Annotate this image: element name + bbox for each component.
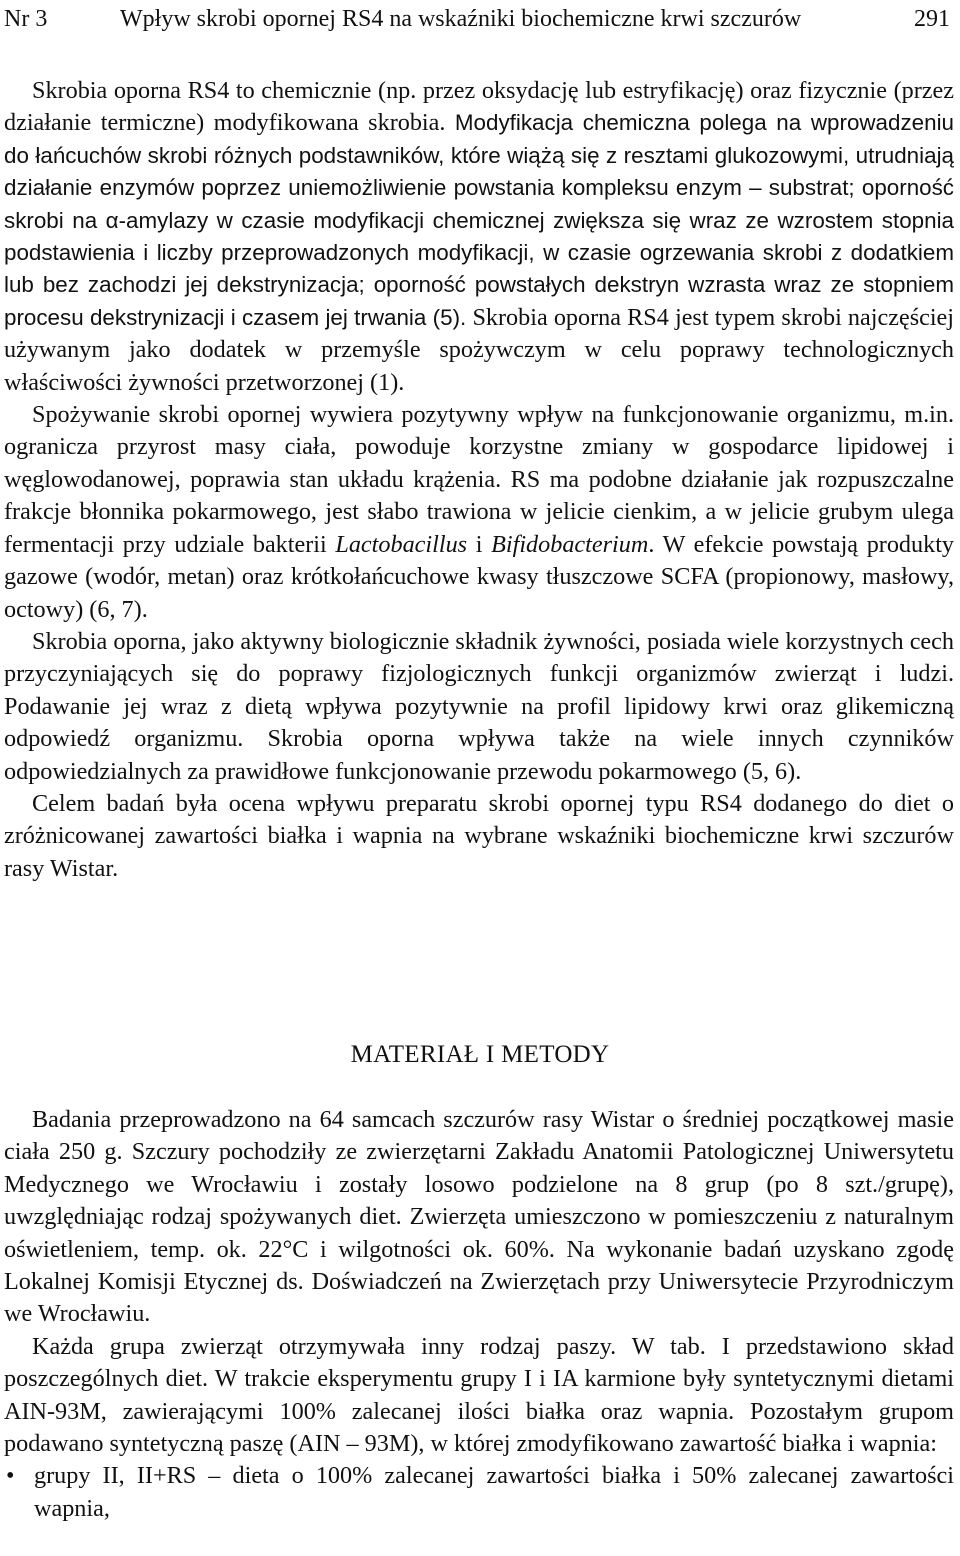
list-item	[4, 1460, 954, 1525]
paragraph	[4, 399, 954, 626]
section-heading: MATERIAŁ I METODY	[350, 1041, 610, 1068]
running-header	[4, 4, 954, 34]
paragraph: Skrobia oporna, jako aktywny biologicznie składnik żywności, posiada wiele korzystnych cech przyczyniających się do poprawy fizjologicznych funkcji organizmów zwierząt i ludzi. Podawanie jej wraz z dietą wpływa pozytywnie na profil lipidowy krwi oraz glikemiczną odpowiedź organizmu. Skrobia oporna wpływa także na wiele innych czynników odpowiedzialnych za prawidłowe funkcjonowanie przewodu pokarmowego (5, 6).	[4, 627, 954, 785]
sentence: Skrobia oporna RS4 jest typem skrobi najczęściej używanym jako dodatek w przemyśle spożywczym w celu poprawy technologicznych właściwości żywności przetworzonej (1).	[4, 303, 955, 396]
methods-section	[4, 1104, 954, 1525]
paragraph	[4, 75, 954, 399]
list-item-text: grupy II, II+RS – dieta o 100% zalecanej zawartości białka i 50% zalecanej zawartości wapnia,	[34, 1462, 954, 1522]
paragraph: Badania przeprowadzono na 64 samcach szczurów rasy Wistar o średniej początkowej masie ciała 250 g. Szczury pochodziły ze zwierzętarni Zakładu Anatomii Patologicznej Uniwersytetu Medycznego we Wrocławiu i zostały losowo podzielone na 8 grup (po 8 szt./grupę), uwzględniając rodzaj spożywanych diet. Zwierzęta umieszczono w pomieszczeniu z naturalnym oświetleniem, temp. ok. 22°C i wilgotności ok. 60%. Na wykonanie badań uzyskano zgodę Lokalnej Komisji Etycznej ds. Doświadczeń na Zwierzętach przy Uniwersytecie Przyrodniczym we Wrocławiu.	[4, 1106, 954, 1328]
introduction-section	[4, 75, 954, 885]
conjunction: i	[475, 530, 483, 558]
bullet-marker: •	[6, 1462, 15, 1490]
genus-name: Lactobacillus	[335, 530, 468, 558]
sentence: Skrobia oporna RS4 to chemicznie (np. przez oksydację lub estryfikację) oraz fizycznie (przez działanie termiczne) modyfikowana skrobia.	[4, 77, 954, 137]
sentence: . W efekcie powstają produkty gazowe (wodór, metan) oraz krótkołańcuchowe kwasy tłuszczowe SCFA (propionowy, masłowy, octowy) (6, 7).	[4, 530, 955, 623]
paragraph: Celem badań była ocena wpływu preparatu skrobi opornej typu RS4 dodanego do diet o zróżnicowanej zawartości białka i wapnia na wybrane wskaźniki biochemiczne krwi szczurów rasy Wistar.	[4, 789, 954, 882]
paragraph: Każda grupa zwierząt otrzymywała inny rodzaj paszy. W tab. I przedstawiono skład poszczególnych diet. W trakcie eksperymentu grupy I i IA karmione były syntetycznymi dietami AIN-93M, zawierającymi 100% zalecanej ilości białka oraz wapnia. Pozostałym grupom podawano syntetyczną paszę (AIN – 93M), w której zmodyfikowano zawartość białka i wapnia:	[4, 1332, 954, 1458]
running-title: Wpływ skrobi opornej RS4 na wskaźniki biochemiczne krwi szczurów	[120, 6, 802, 32]
bullet-list	[4, 1460, 954, 1525]
page-number: 291	[914, 6, 950, 32]
sentence: Spożywanie skrobi opornej wywiera pozytywny wpływ na funkcjonowanie organizmu, m.in. ogranicza przyrost masy ciała, powoduje korzystne zmiany w gospodarce lipidowej i węglowodanowej, poprawia stan układu krążenia. RS ma podobne działanie jak rozpuszczalne frakcje błonnika pokarmowego, jest słabo trawiona w jelicie cienkim, a w jelicie grubym ulega fermentacji przy udziale bakterii	[4, 401, 954, 558]
genus-name: Bifidobacterium	[491, 530, 649, 558]
issue-number: Nr 3	[4, 6, 48, 32]
sentence: Modyfikacja chemiczna polega na wprowadzeniu do łańcuchów skrobi różnych podstawników, które wiążą się z resztami glukozowymi, utrudniają działanie enzymów poprzez uniemożliwienie powstania kompleksu enzym – substrat; oporność skrobi na α-amylazy w czasie modyfikacji chemicznej zwiększa się wraz ze wzrostem stopnia podstawienia i liczby przeprowadzonych modyfikacji, w czasie ogrzewania skrobi z dodatkiem lub bez zachodzi jej dekstrynizacja; oporność powstałych dekstryn wzrasta wraz ze stopniem procesu dekstrynizacji i czasem jej trwania (5).	[4, 110, 954, 330]
